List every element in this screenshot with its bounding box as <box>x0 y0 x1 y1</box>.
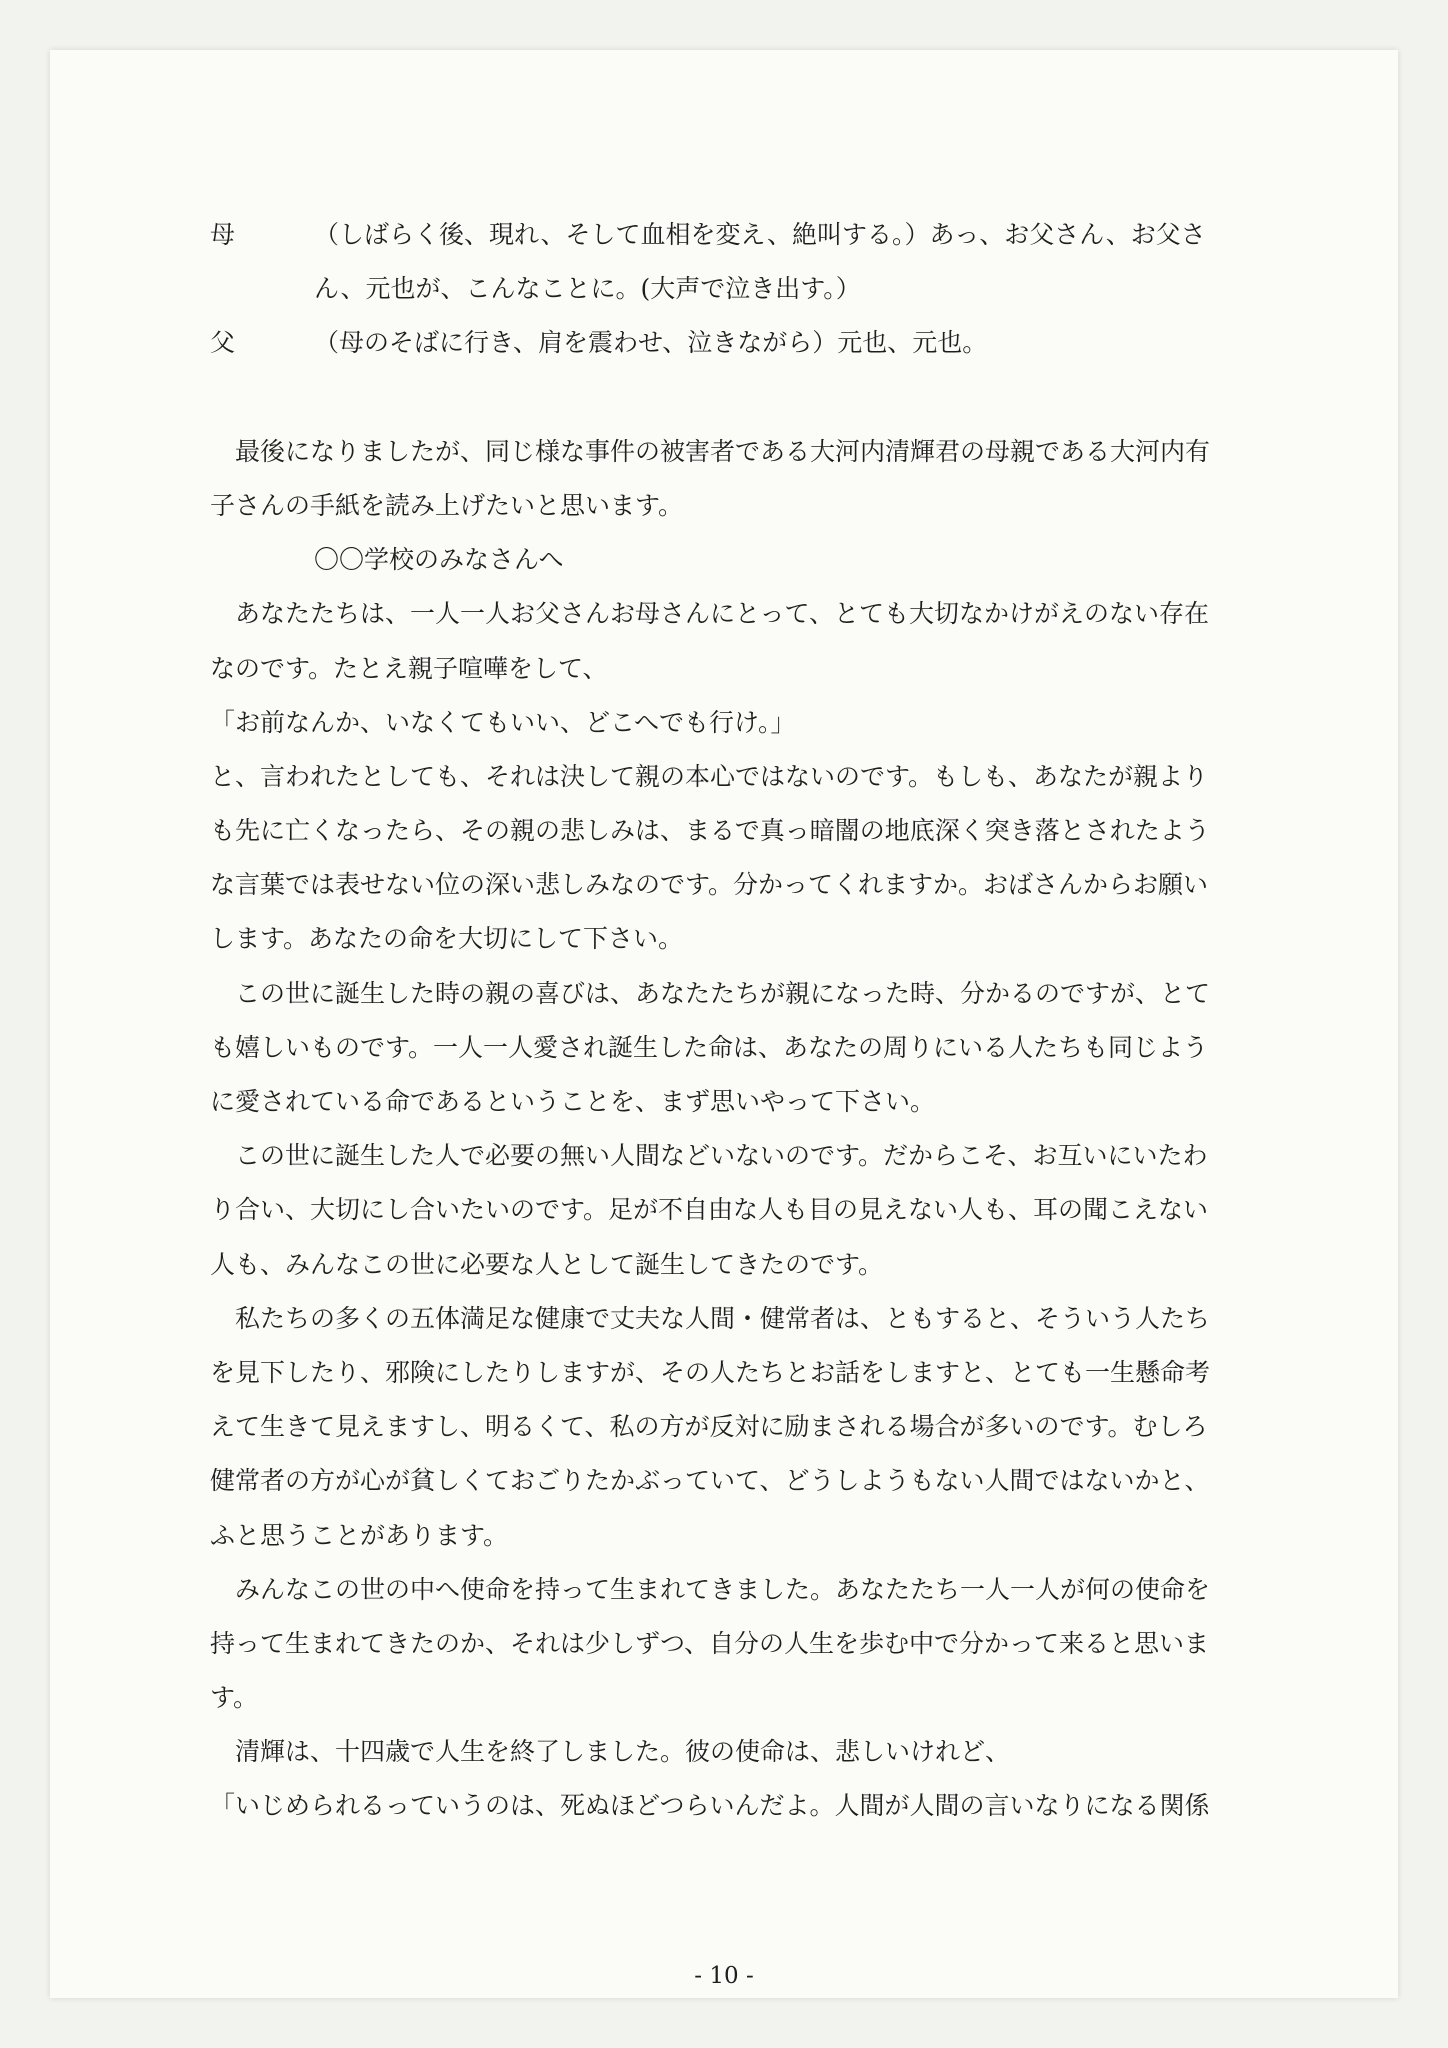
dialogue-line <box>210 208 1240 262</box>
paragraph-line: 健常者の方が心が貧しくておごりたかぶっていて、どうしようもない人間ではないかと、 <box>210 1466 1210 1496</box>
paragraph-line: ふと思うことがあります。 <box>210 1520 509 1550</box>
paragraph-line: えて生きて見えますし、明るくて、私の方が反対に励まされる場合が多いのです。むしろ <box>210 1412 1208 1442</box>
quote-line: 「お前なんか、いなくてもいい、どこへでも行け。」 <box>210 707 796 737</box>
paragraph-line: 清輝は、十四歳で人生を終了しました。彼の使命は、悲しいけれど、 <box>235 1737 1011 1767</box>
dialogue-line <box>210 262 1240 316</box>
document-text <box>210 208 1240 1834</box>
paragraph-line: します。あなたの命を大切にして下さい。 <box>210 924 684 954</box>
paragraph-line: 子さんの手紙を読み上げたいと思います。 <box>210 490 684 520</box>
paragraph-line: この世に誕生した時の親の喜びは、あなたたちが親になった時、分かるのですが、とて <box>235 978 1211 1008</box>
dialogue-text: ん、元也が、こんなことに。(大声で泣き出す。） <box>314 274 861 304</box>
dialogue-text: （しばらく後、現れ、そして血相を変え、絶叫する。）あっ、お父さん、お父さ <box>314 220 1206 249</box>
paragraph-line: 私たちの多くの五体満足な健康で丈夫な人間・健常者は、ともすると、そういう人たち <box>235 1303 1211 1333</box>
paragraph-line: あなたたちは、一人一人お父さんお母さんにとって、とても大切なかけがえのない存在 <box>235 599 1210 629</box>
paragraph-line: を見下したり、邪険にしたりしますが、その人たちとお話をしますと、とても一生懸命考 <box>210 1357 1211 1387</box>
paragraph-line: も嬉しいものです。一人一人愛され誕生した命は、あなたの周りにいる人たちも同じよう <box>210 1032 1209 1062</box>
speaker-label: 母 <box>210 220 236 249</box>
paragraph-line: この世に誕生した人で必要の無い人間などいないのです。だからこそ、お互いにいたわ <box>235 1141 1208 1171</box>
paragraph-line: 持って生まれてきたのか、それは少しずつ、自分の人生を歩む中で分かって来ると思いま <box>210 1628 1210 1658</box>
dialogue-line <box>210 316 1240 370</box>
blank-line <box>210 371 1240 425</box>
paragraph-line: す。 <box>210 1683 259 1713</box>
paragraph-line: 最後になりましたが、同じ様な事件の被害者である大河内清輝君の母親である大河内有 <box>235 436 1211 466</box>
speaker-label: 父 <box>210 328 236 358</box>
paragraph-line: と、言われたとしても、それは決して親の本心ではないのです。もしも、あなたが親より <box>210 761 1209 791</box>
paragraph-line: 人も、みんなこの世に必要な人として誕生してきたのです。 <box>210 1249 884 1279</box>
dialogue-text: （母のそばに行き、肩を震わせ、泣きながら）元也、元也。 <box>314 328 988 358</box>
paragraph-line: り合い、大切にし合いたいのです。足が不自由な人も目の見えない人も、耳の聞こえない <box>210 1195 1209 1225</box>
paragraph-line: なのです。たとえ親子喧嘩をして、 <box>210 653 608 683</box>
letter-salutation: 〇〇学校のみなさんへ <box>314 545 564 575</box>
paragraph-line: に愛されている命であるということを、まず思いやって下さい。 <box>210 1087 936 1116</box>
paragraph-line: みんなこの世の中へ使命を持って生まれてきました。あなたたち一人一人が何の使命を <box>235 1574 1211 1604</box>
page-number: - 10 - <box>694 1963 754 1989</box>
paragraph-line: な言葉では表せない位の深い悲しみなのです。分かってくれますか。おばさんからお願い <box>210 870 1209 900</box>
paragraph-line: も先に亡くなったら、その親の悲しみは、まるで真っ暗闇の地底深く突き落とされたよう <box>210 816 1210 846</box>
quote-line: 「いじめられるっていうのは、死ぬほどつらいんだよ。人間が人間の言いなりになる関係 <box>210 1791 1210 1821</box>
